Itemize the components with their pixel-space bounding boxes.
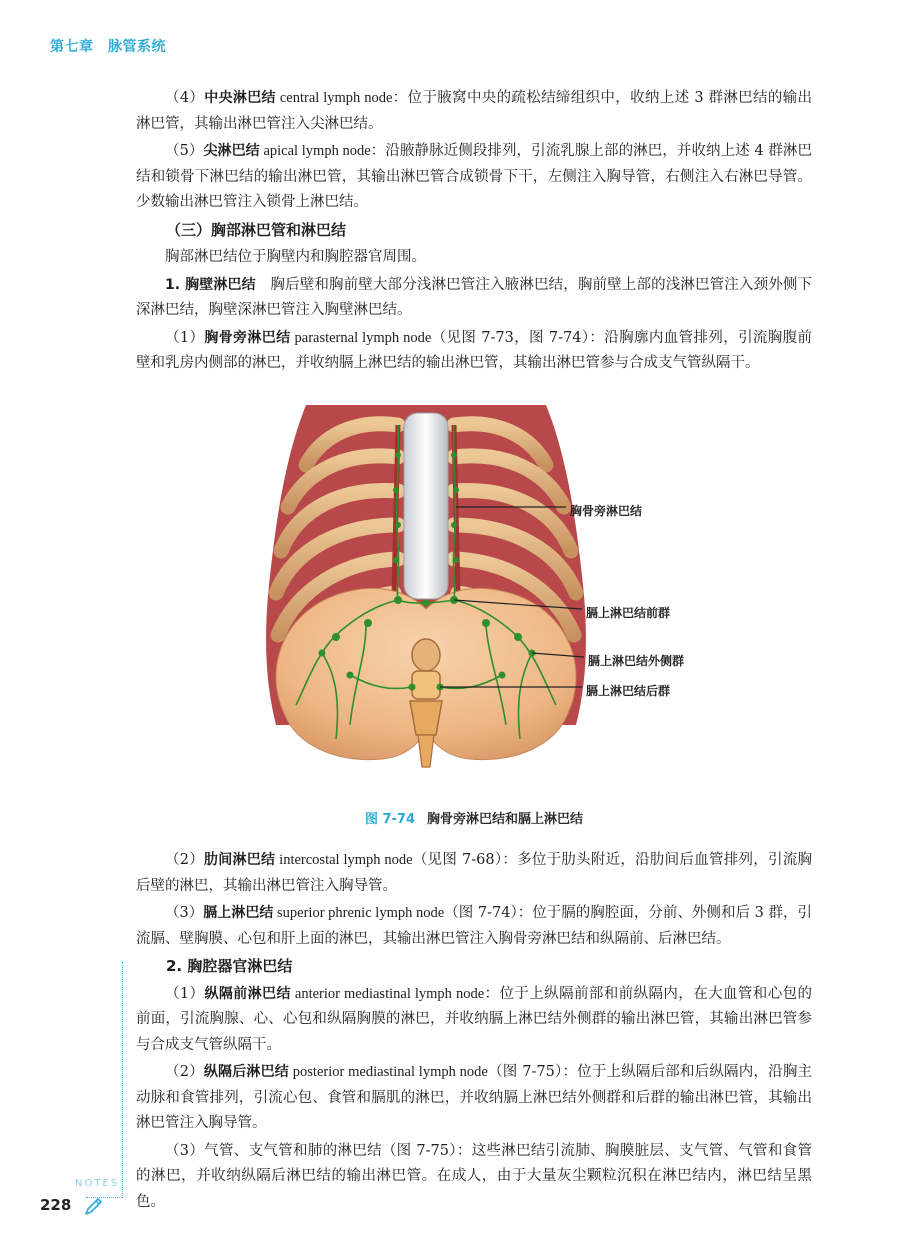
item-number: （1） (165, 985, 205, 1002)
term: 肋间淋巴结 (204, 852, 276, 868)
item-number: （2） (165, 852, 204, 868)
english-term: parasternal lymph node (290, 329, 432, 346)
item-number: （2） (165, 1064, 204, 1080)
paragraph-text: 胸后壁和胸前壁大部分浅淋巴管注入腋淋巴结，胸前壁上部的浅淋巴管注入颈外侧下深淋巴结，胸壁深淋巴管注入胸壁淋巴结。 (136, 276, 812, 318)
page-content (136, 86, 812, 1217)
page-number: 228 (40, 1196, 72, 1214)
english-term: central lymph node (275, 90, 393, 106)
paragraph-text: ：位于腋窝中央的疏松结缔组织中，收纳上述 3 群淋巴结的输出淋巴管，其输出淋巴管注入尖淋巴结。 (136, 90, 813, 132)
paragraph-text: （图 7-75）：位于上纵隔后部和后纵隔内，沿胸主动脉和食管排列，引流心包、食管和膈肌的淋巴，并收纳膈上淋巴结外侧群和后群的输出淋巴管，其输出淋巴管注入胸导管。 (136, 1064, 813, 1131)
paragraph-text: ：位于上纵隔前部和前纵隔内，在大血管和心包的前面，引流胸腺、心、心包和纵隔胸膜的淋巴，并收纳膈上淋巴结外侧群的输出淋巴管，其输出淋巴管参与合成支气管纵隔干。 (136, 985, 813, 1053)
figure-7-74 (136, 395, 812, 803)
paragraph-text: ：沿腋静脉近侧段排列，引流乳腺上部的淋巴，并收纳上述 4 群淋巴结和锁骨下淋巴结的输出淋巴管，其输出淋巴管合成锁骨下干，左侧注入胸导管，右侧注入右淋巴导管。少数输出淋巴管注入锁骨上淋巴结。 (136, 143, 813, 210)
english-term: intercostal lymph node (275, 852, 413, 868)
item-number: （3） (165, 1142, 205, 1159)
term: 胸骨旁淋巴结 (204, 329, 291, 346)
term: 纵隔前淋巴结 (204, 985, 291, 1002)
paragraph-central-lymph-node (136, 86, 812, 137)
paragraph-thoracic-intro: 胸部淋巴结位于胸壁内和胸腔器官周围。 (165, 249, 426, 265)
paragraph-apical-lymph-node (136, 139, 812, 216)
pencil-icon (82, 1196, 104, 1218)
english-term: apical lymph node (259, 143, 371, 159)
term: 膈上淋巴结 (203, 905, 274, 921)
figure-title: 胸骨旁淋巴结和膈上淋巴结 (427, 811, 584, 827)
item-number: （1） (165, 329, 205, 346)
label-phrenic-lateral: 膈上淋巴结外侧群 (588, 653, 685, 668)
paragraph-text: （见图 7-68）：多位于肋头附近，沿肋间后血管排列，引流胸后壁的淋巴，其输出淋巴管注入胸导管。 (136, 852, 812, 894)
english-term: superior phrenic lymph node (273, 905, 445, 921)
paragraph-intercostal (136, 848, 812, 899)
term: 尖淋巴结 (203, 143, 260, 159)
paragraph-parasternal (136, 326, 812, 377)
figure-caption (136, 807, 812, 833)
paragraph-posterior-mediastinal (136, 1060, 812, 1137)
notes-label: NOTES (75, 1178, 120, 1189)
item-number: （3） (165, 905, 204, 921)
term: 纵隔后淋巴结 (203, 1064, 289, 1080)
paragraph-text: 气管、支气管和肺的淋巴结（图 7-75）：这些淋巴结引流肺、胸膜脏层、支气管、气管和食管的淋巴，并收纳纵隔后淋巴结的输出淋巴管。在成人，由于大量灰尘颗粒沉积在淋巴结内，淋巴结呈黑色。 (136, 1142, 812, 1210)
label-phrenic-anterior: 膈上淋巴结前群 (586, 605, 671, 620)
notes-margin-rule (122, 962, 123, 1198)
label-phrenic-posterior: 膈上淋巴结后群 (586, 683, 671, 698)
figure-number: 图 7-74 (364, 811, 416, 827)
english-term: posterior mediastinal lymph node (288, 1064, 488, 1080)
paragraph-text: （见图 7-73，图 7-74）：沿胸廓内血管排列，引流胸腹前壁和乳房内侧部的淋巴，并收纳膈上淋巴结的输出淋巴管，其输出淋巴管参与合成支气管纵隔干。 (136, 329, 813, 371)
section-heading-thoracic: （三）胸部淋巴管和淋巴结 (166, 220, 347, 239)
paragraph-text: （图 7-74）：位于膈的胸腔面，分前、外侧和后 3 群，引流膈、壁胸膜、心包和肝上面的淋巴，其输出淋巴管注入胸骨旁淋巴结和纵隔前、后淋巴结。 (136, 905, 812, 947)
paragraph-bronchopulmonary (136, 1139, 812, 1216)
item-number: （5） (165, 143, 204, 159)
paragraph-chest-wall-nodes (136, 273, 812, 324)
label-parasternal-nodes: 胸骨旁淋巴结 (570, 503, 643, 518)
item-number: （4） (165, 90, 205, 106)
chapter-header: 第七章 脉管系统 (50, 39, 166, 55)
section-heading-organ-nodes: 2. 胸腔器官淋巴结 (166, 957, 293, 975)
term: 1. 胸壁淋巴结 (165, 276, 256, 293)
term: 中央淋巴结 (204, 90, 276, 106)
english-term: anterior mediastinal lymph node (290, 985, 485, 1002)
paragraph-anterior-mediastinal (136, 982, 812, 1059)
thorax-illustration (136, 395, 812, 803)
paragraph-superior-phrenic (136, 901, 812, 952)
